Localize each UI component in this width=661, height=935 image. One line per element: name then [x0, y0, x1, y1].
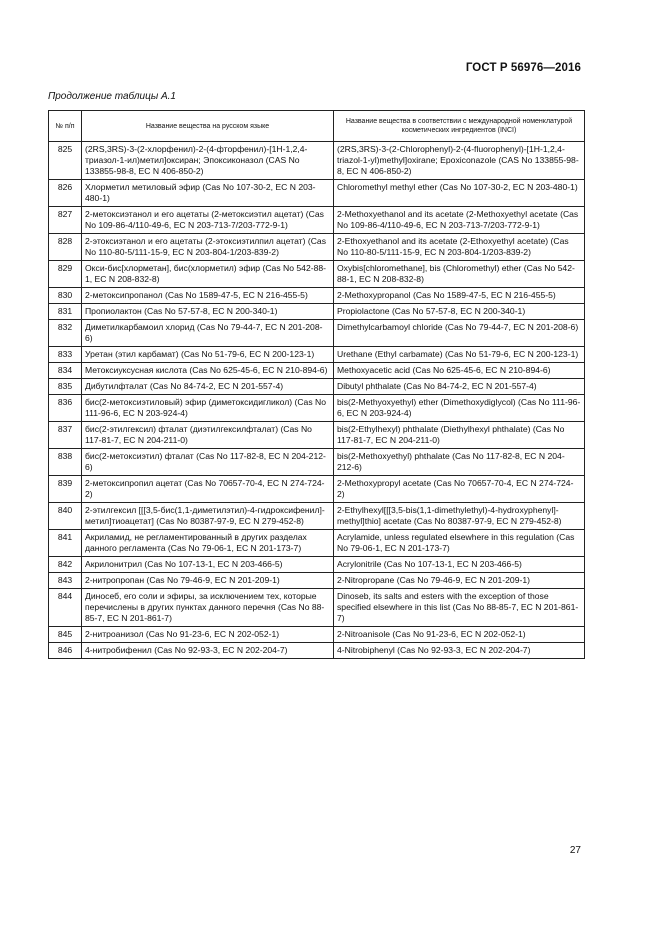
row-number: 831 — [49, 304, 82, 320]
russian-name-cell: Диметилкарбамоил хлорид (Cas No 79-44-7, ЕС N 201-208-6) — [82, 320, 334, 347]
table-header-row — [49, 111, 585, 142]
row-number: 828 — [49, 234, 82, 261]
table-caption: Продолжение таблицы А.1 — [48, 91, 176, 102]
column-header-number: № п/п — [49, 111, 82, 142]
inci-name-cell: 2-Methoxyethanol and its acetate (2-Methoxyethyl acetate (Cas No 109-86-4/110-49-6, EC N 203-713-7/203-772-9-1) — [334, 207, 585, 234]
table-row — [49, 180, 585, 207]
russian-name-cell: Дибутилфталат (Cas No 84-74-2, ЕС N 201-557-4) — [82, 379, 334, 395]
table-row — [49, 422, 585, 449]
row-number: 846 — [49, 643, 82, 659]
inci-name-cell: Chloromethyl methyl ether (Cas No 107-30-2, EC N 203-480-1) — [334, 180, 585, 207]
table-row — [49, 530, 585, 557]
page-number: 27 — [569, 845, 581, 856]
table-row — [49, 379, 585, 395]
russian-name-cell: 2-нитроанизол (Cas No 91-23-6, ЕС N 202-052-1) — [82, 627, 334, 643]
inci-name-cell: 2-Nitroanisole (Cas No 91-23-6, EC N 202-052-1) — [334, 627, 585, 643]
russian-name-cell: Хлорметил метиловый эфир (Cas No 107-30-2, ЕС N 203-480-1) — [82, 180, 334, 207]
russian-name-cell: 2-метоксиэтанол и его ацетаты (2-метоксиэтил ацетат) (Cas No 109-86-4/110-49-6, ЕС N 203-713-7/203-772-9-1) — [82, 207, 334, 234]
russian-name-cell: Уретан (этил карбамат) (Cas No 51-79-6, ЕС N 200-123-1) — [82, 347, 334, 363]
inci-name-cell: 4-Nitrobiphenyl (Cas No 92-93-3, EC N 202-204-7) — [334, 643, 585, 659]
row-number: 838 — [49, 449, 82, 476]
row-number: 844 — [49, 589, 82, 627]
row-number: 843 — [49, 573, 82, 589]
row-number: 837 — [49, 422, 82, 449]
inci-name-cell: Dimethylcarbamoyl chloride (Cas No 79-44-7, EC N 201-208-6) — [334, 320, 585, 347]
russian-name-cell: Пропиолактон (Cas No 57-57-8, ЕС N 200-340-1) — [82, 304, 334, 320]
table-row — [49, 476, 585, 503]
row-number: 829 — [49, 261, 82, 288]
table-row — [49, 261, 585, 288]
russian-name-cell: Акрилонитрил (Cas No 107-13-1, ЕС N 203-466-5) — [82, 557, 334, 573]
inci-name-cell: bis(2-Ethylhexyl) phthalate (Diethylhexyl phthalate) (Cas No 117-81-7, EC N 204-211-0) — [334, 422, 585, 449]
inci-name-cell: 2-Methoxypropyl acetate (Cas No 70657-70-4, EC N 274-724-2) — [334, 476, 585, 503]
russian-name-cell: Метоксиуксусная кислота (Cas No 625-45-6, ЕС N 210-894-6) — [82, 363, 334, 379]
column-header-russian-name: Название вещества на русском языке — [82, 111, 334, 142]
row-number: 840 — [49, 503, 82, 530]
row-number: 826 — [49, 180, 82, 207]
row-number: 833 — [49, 347, 82, 363]
russian-name-cell: 4-нитробифенил (Cas No 92-93-3, ЕС N 202-204-7) — [82, 643, 334, 659]
russian-name-cell: бис(2-метоксиэтил) фталат (Cas No 117-82-8, ЕС N 204-212-6) — [82, 449, 334, 476]
table-row — [49, 304, 585, 320]
table-row — [49, 288, 585, 304]
table-row — [49, 449, 585, 476]
table-row — [49, 347, 585, 363]
substances-table — [48, 110, 585, 659]
standard-designation: ГОСТ Р 56976—2016 — [465, 62, 581, 74]
russian-name-cell: 2-этилгексил [[[3,5-бис(1,1-диметилэтил)-4-гидроксифенил]-метил]тиоацетат] (Cas No 80387-97-9, ЕС N 279-452-8) — [82, 503, 334, 530]
row-number: 842 — [49, 557, 82, 573]
row-number: 845 — [49, 627, 82, 643]
row-number: 839 — [49, 476, 82, 503]
russian-name-cell: Диносеб, его соли и эфиры, за исключением тех, которые перечислены в других пунктах данного перечня (Cas No 88-85-7, ЕС N 201-861-7) — [82, 589, 334, 627]
inci-name-cell: Dinoseb, its salts and esters with the exception of those specified elsewhere in this list (Cas No 88-85-7, EC N 201-861-7) — [334, 589, 585, 627]
row-number: 836 — [49, 395, 82, 422]
inci-name-cell: Propiolactone (Cas No 57-57-8, EC N 200-340-1) — [334, 304, 585, 320]
table-row — [49, 503, 585, 530]
inci-name-cell: Acrylamide, unless regulated elsewhere in this regulation (Cas No 79-06-1, EC N 201-173-7) — [334, 530, 585, 557]
table-row — [49, 589, 585, 627]
russian-name-cell: бис(2-метоксиэтиловый) эфир (диметоксидигликол) (Cas No 111-96-6, ЕС N 203-924-4) — [82, 395, 334, 422]
russian-name-cell: 2-метоксипропанол (Cas No 1589-47-5, ЕС N 216-455-5) — [82, 288, 334, 304]
inci-name-cell: bis(2-Methyoxyethyl) ether (Dimethoxydiglycol) (Cas No 111-96-6, EC N 203-924-4) — [334, 395, 585, 422]
russian-name-cell: бис(2-этилгексил) фталат (диэтилгексилфталат) (Cas No 117-81-7, ЕС N 204-211-0) — [82, 422, 334, 449]
table-row — [49, 557, 585, 573]
inci-name-cell: Acrylonitrile (Cas No 107-13-1, EC N 203-466-5) — [334, 557, 585, 573]
inci-name-cell: 2-Methoxypropanol (Cas No 1589-47-5, EC N 216-455-5) — [334, 288, 585, 304]
row-number: 834 — [49, 363, 82, 379]
row-number: 825 — [49, 142, 82, 180]
russian-name-cell: 2-этоксиэтанол и его ацетаты (2-этоксиэтилпил ацетат) (Cas No 110-80-5/111-15-9, ЕС N 203-804-1/203-839-2) — [82, 234, 334, 261]
inci-name-cell: Dibutyl phthalate (Cas No 84-74-2, EC N 201-557-4) — [334, 379, 585, 395]
row-number: 835 — [49, 379, 82, 395]
table-row — [49, 573, 585, 589]
table-row — [49, 363, 585, 379]
inci-name-cell: bis(2-Methoxyethyl) phthalate (Cas No 117-82-8, EC N 204-212-6) — [334, 449, 585, 476]
russian-name-cell: 2-метоксипропил ацетат (Cas No 70657-70-4, ЕС N 274-724-2) — [82, 476, 334, 503]
table-row — [49, 395, 585, 422]
russian-name-cell: (2RS,3RS)-3-(2-хлорфенил)-2-(4-фторфенил)-[1Н-1,2,4-триазол-1-ил)метил]оксиран; Эпоксиконазол (CAS No 133855-98-8, ЕС N 406-850-2) — [82, 142, 334, 180]
column-header-inci-name: Название вещества в соответствии с международной номенклатурой косметических ингредиентов (INCI) — [334, 111, 585, 142]
row-number: 827 — [49, 207, 82, 234]
table-row — [49, 320, 585, 347]
russian-name-cell: Акриламид, не регламентированный в других разделах данного регламента (Cas No 79-06-1, ЕС N 201-173-7) — [82, 530, 334, 557]
inci-name-cell: 2-Ethylhexyl[[[3,5-bis(1,1-dimethylethyl)-4-hydroxyphenyl]-methyl]thio] acetate (Cas No 80387-97-9, EC N 279-452-8) — [334, 503, 585, 530]
table-row — [49, 643, 585, 659]
row-number: 841 — [49, 530, 82, 557]
table-row — [49, 207, 585, 234]
row-number: 830 — [49, 288, 82, 304]
russian-name-cell: Окси-бис[хлорметан], бис(хлорметил) эфир (Cas No 542-88-1, ЕС N 208-832-8) — [82, 261, 334, 288]
table-row — [49, 142, 585, 180]
inci-name-cell: Urethane (Ethyl carbamate) (Cas No 51-79-6, EC N 200-123-1) — [334, 347, 585, 363]
inci-name-cell: 2-Nitropropane (Cas No 79-46-9, EC N 201-209-1) — [334, 573, 585, 589]
russian-name-cell: 2-нитропропан (Cas No 79-46-9, ЕС N 201-209-1) — [82, 573, 334, 589]
table-row — [49, 234, 585, 261]
inci-name-cell: Methoxyacetic acid (Cas No 625-45-6, EC N 210-894-6) — [334, 363, 585, 379]
row-number: 832 — [49, 320, 82, 347]
inci-name-cell: 2-Ethoxyethanol and its acetate (2-Ethoxyethyl acetate) (Cas No 110-80-5/111-15-9, EC N 203-804-1/203-839-2) — [334, 234, 585, 261]
inci-name-cell: (2RS,3RS)-3-(2-Chlorophenyl)-2-(4-fluorophenyl)-[1H-1,2,4-triazol-1-yl)methyl]oxirane; Epoxiconazole (CAS No 133855-98-8, EC N 406-850-2) — [334, 142, 585, 180]
table-row — [49, 627, 585, 643]
inci-name-cell: Oxybis[chloromethane], bis (Chloromethyl) ether (Cas No 542-88-1, EC N 208-832-8) — [334, 261, 585, 288]
